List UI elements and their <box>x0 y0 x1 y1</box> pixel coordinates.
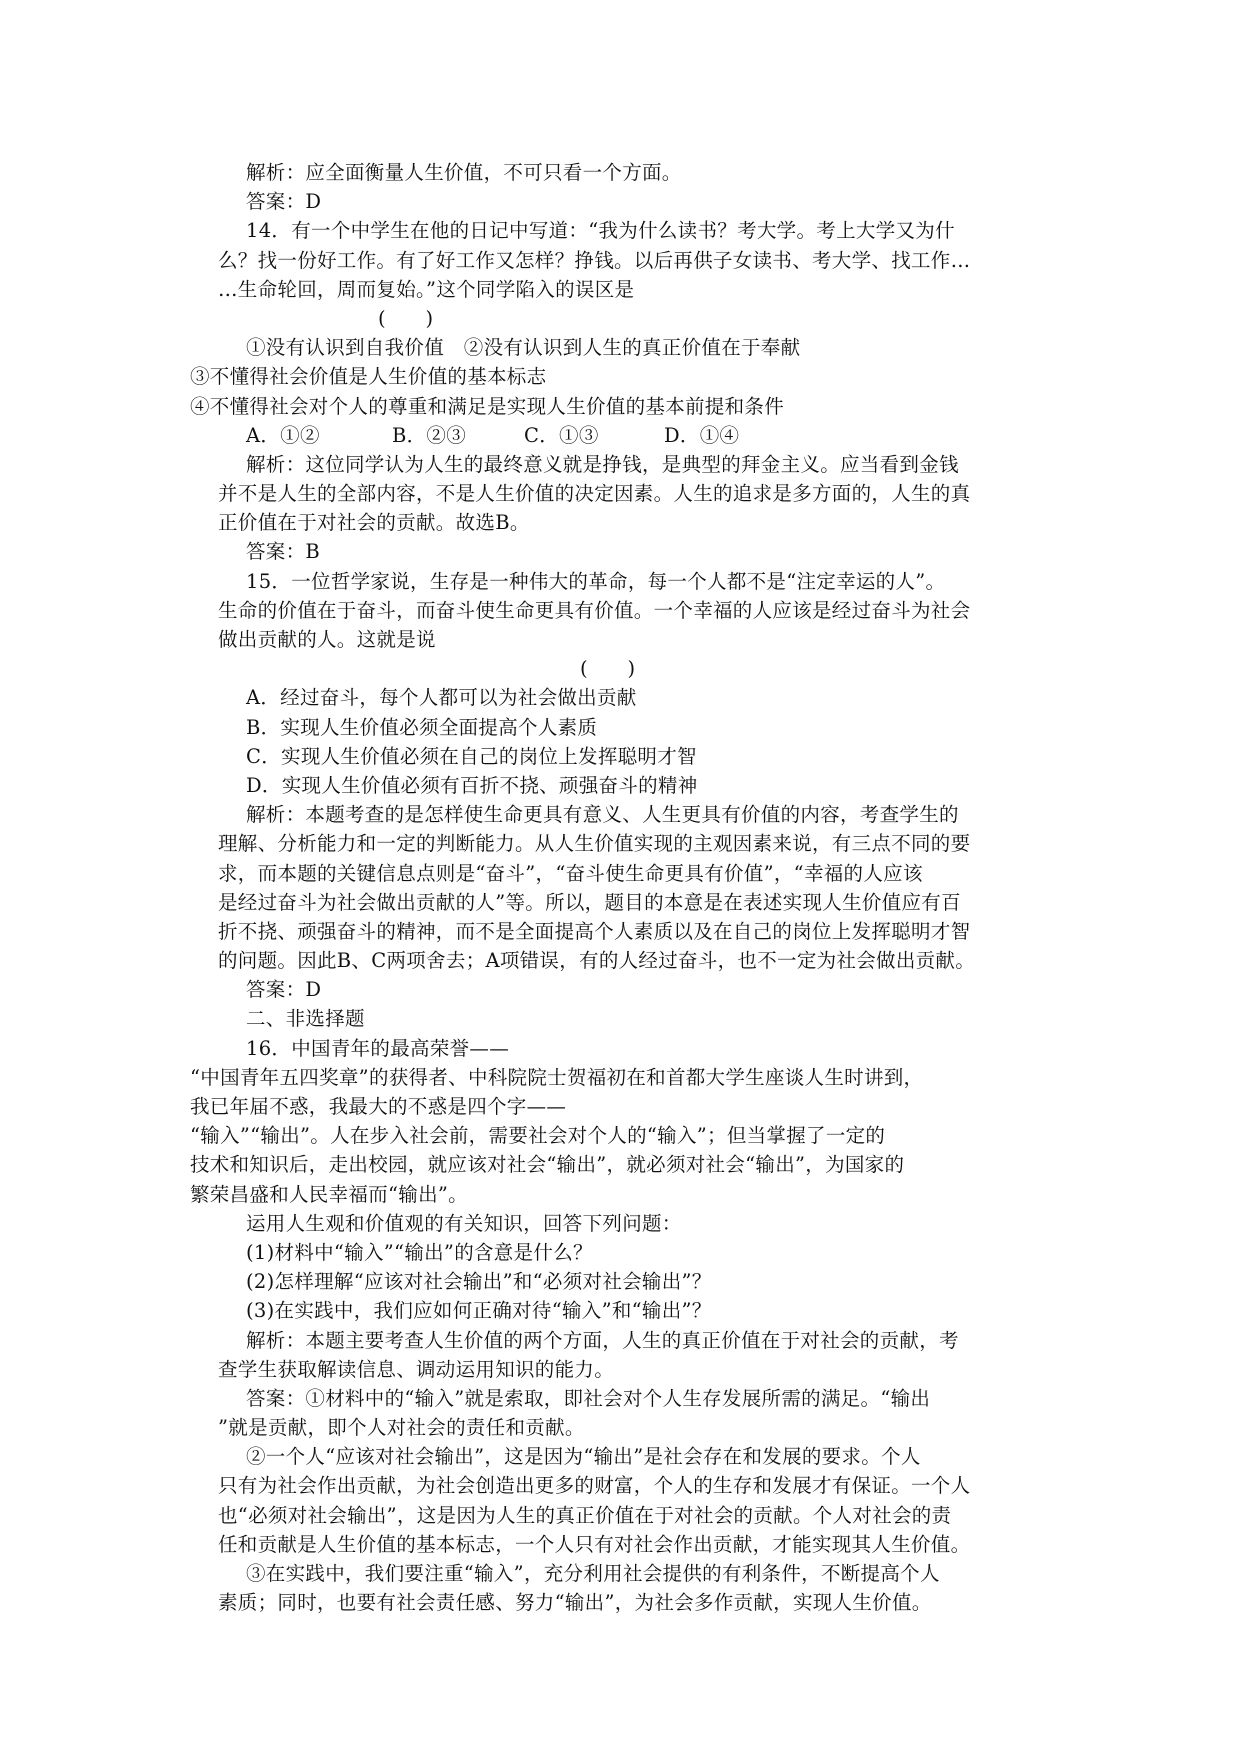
question-15-paren: ( ) <box>580 657 636 681</box>
question-15-line-3: 做出贡献的人。这就是说 <box>218 628 436 651</box>
question-16-line-4: “输入”“输出”。人在步入社会前，需要社会对个人的“输入”；但当掌握了一定的 <box>190 1124 886 1148</box>
question-16-line-6: 繁荣昌盛和人民幸福而“输出”。 <box>190 1182 468 1206</box>
analysis-16-line-1: 解析：本题主要考查人生价值的两个方面，人生的真正价值在于对社会的贡献，考 <box>246 1328 959 1352</box>
answer-16-line-7: ③在实践中，我们要注重“输入”，充分利用社会提供的有利条件，不断提高个人 <box>246 1562 940 1585</box>
option-b: B．②③ <box>392 423 467 447</box>
answer-15: 答案：D <box>246 978 322 1002</box>
question-16-line-2: “中国青年五四奖章”的获得者、中科院院士贺福初在和首都大学生座谈人生时讲到， <box>190 1065 924 1089</box>
analysis-15-line-1: 解析：本题考查的是怎样使生命更具有意义、人生更具有价值的内容，考查学生的 <box>246 803 959 827</box>
question-16-line-1: 16．中国青年的最高荣誉—— <box>246 1036 510 1060</box>
question-14-item-4: ④不懂得社会对个人的尊重和满足是实现人生价值的基本前提和条件 <box>190 394 785 418</box>
analysis-15-line-4: 是经过奋斗为社会做出贡献的人”等。所以，题目的本意是在表述实现人生价值应有百 <box>218 890 961 914</box>
question-14-line-1: 14．有一个中学生在他的日记中写道：“我为什么读书？考大学。考上大学又为什 <box>246 219 955 243</box>
answer-16-line-5: 也“必须对社会输出”，这是因为人生的真正价值在于对社会的贡献。个人对社会的责 <box>218 1503 952 1527</box>
option-a: A．①② <box>246 423 320 447</box>
answer-16-line-8: 素质；同时，也要有社会责任感、努力“输出”，为社会多作贡献，实现人生价值。 <box>218 1591 932 1615</box>
analysis-14-line-3: 正价值在于对社会的贡献。故选B。 <box>218 511 530 535</box>
question-14-paren: ( ) <box>378 306 434 330</box>
analysis-13: 解析：应全面衡量人生价值，不可只看一个方面。 <box>246 161 682 184</box>
question-15-option-c: C．实现人生价值必须在自己的岗位上发挥聪明才智 <box>246 744 697 768</box>
analysis-15-line-3: 求，而本题的关键信息点则是“奋斗”，“奋斗使生命更具有价值”，“幸福的人应该 <box>218 861 923 885</box>
answer-16-line-3: ②一个人“应该对社会输出”，这是因为“输出”是社会存在和发展的要求。个人 <box>246 1445 921 1469</box>
analysis-15-line-5: 折不挠、顽强奋斗的精神，而不是全面提高个人素质以及在自己的岗位上发挥聪明才智 <box>218 919 971 943</box>
analysis-15-line-2: 理解、分析能力和一定的判断能力。从人生价值实现的主观因素来说，有三点不同的要 <box>218 832 971 856</box>
question-16-instruction: 运用人生观和价值观的有关知识，回答下列问题： <box>246 1211 682 1235</box>
question-14-line-2: 么？找一份好工作。有了好工作又怎样？挣钱。以后再供子女读书、考大学、找工作… <box>218 248 971 272</box>
analysis-16-line-2: 查学生获取解读信息、调动运用知识的能力。 <box>218 1357 615 1381</box>
question-16-sub-2: (2)怎样理解“应该对社会输出”和“必须对社会输出”？ <box>246 1270 712 1294</box>
analysis-14-line-2: 并不是人生的全部内容，不是人生价值的决定因素。人生的追求是多方面的，人生的真 <box>218 482 971 506</box>
analysis-14-line-1: 解析：这位同学认为人生的最终意义就是挣钱，是典型的拜金主义。应当看到金钱 <box>246 452 959 476</box>
document-page <box>190 158 1026 1617</box>
question-14-line-3: …生命轮回，周而复始。”这个同学陷入的误区是 <box>218 277 635 301</box>
answer-14: 答案：B <box>246 540 321 564</box>
question-15-line-1: 15．一位哲学家说，生存是一种伟大的革命，每一个人都不是“注定幸运的人”。 <box>246 569 946 593</box>
answer-16-line-6: 任和贡献是人生价值的基本标志，一个人只有对社会作出贡献，才能实现其人生价值。 <box>218 1532 971 1556</box>
question-16-sub-1: (1)材料中“输入”“输出”的含意是什么？ <box>246 1240 593 1264</box>
option-c: C．①③ <box>524 423 599 447</box>
question-15-option-a: A．经过奋斗，每个人都可以为社会做出贡献 <box>246 686 637 710</box>
question-15-line-2: 生命的价值在于奋斗，而奋斗使生命更具有价值。一个幸福的人应该是经过奋斗为社会 <box>218 598 971 622</box>
question-15-option-d: D．实现人生价值必须有百折不挠、顽强奋斗的精神 <box>246 773 698 797</box>
question-14-options <box>218 421 1026 450</box>
question-16-sub-3: (3)在实践中，我们应如何正确对待“输入”和“输出”？ <box>246 1299 712 1323</box>
answer-16-line-4: 只有为社会作出贡献，为社会创造出更多的财富，个人的生存和发展才有保证。一个人 <box>218 1474 971 1498</box>
option-d: D．①④ <box>664 423 740 447</box>
question-14-items-1-2: ①没有认识到自我价值 ②没有认识到人生的真正价值在于奉献 <box>246 336 801 360</box>
question-14-item-3: ③不懂得社会价值是人生价值的基本标志 <box>190 365 547 389</box>
answer-16-line-1: 答案：①材料中的“输入”就是索取，即社会对个人生存发展所需的满足。“输出 <box>246 1386 931 1410</box>
question-15-option-b: B．实现人生价值必须全面提高个人素质 <box>246 715 598 739</box>
section-heading-non-choice: 二、非选择题 <box>246 1007 365 1031</box>
analysis-15-line-6: 的问题。因此B、C两项舍去；A项错误，有的人经过奋斗，也不一定为社会做出贡献。 <box>218 949 976 973</box>
question-16-line-3: 我已年届不惑，我最大的不惑是四个字—— <box>190 1095 567 1118</box>
question-16-line-5: 技术和知识后，走出校园，就应该对社会“输出”，就必须对社会“输出”，为国家的 <box>190 1153 905 1177</box>
answer-16-line-2: ”就是贡献，即个人对社会的责任和贡献。 <box>218 1416 585 1440</box>
answer-13: 答案：D <box>246 190 322 214</box>
